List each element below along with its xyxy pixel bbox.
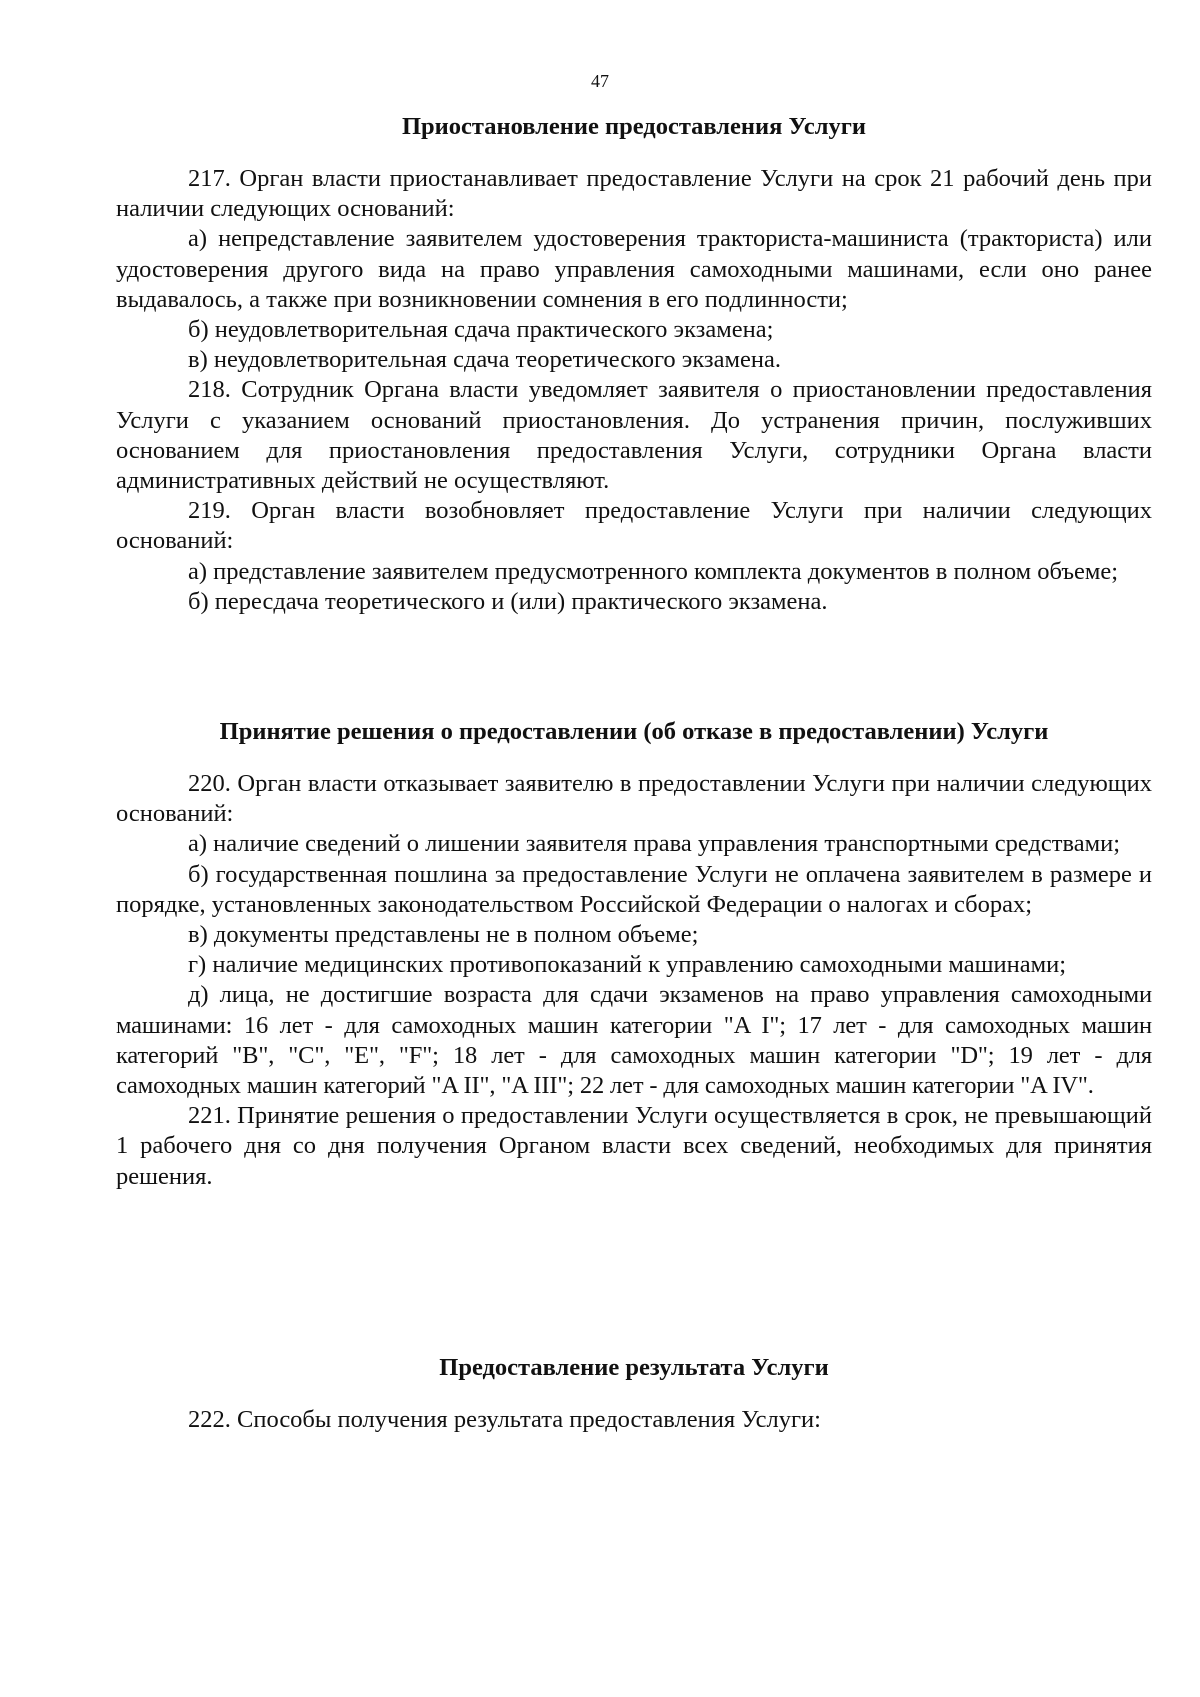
paragraph-217: 217. Орган власти приостанавливает предоставление Услуги на срок 21 рабочий день при наличии следующих оснований:: [116, 165, 1152, 223]
paragraph-221: 221. Принятие решения о предоставлении Услуги осуществляется в срок, не превышающий 1 рабочего дня со дня получения Органом власти всех сведений, необходимых для принятия решения.: [116, 1102, 1152, 1190]
paragraph-217-a: а) непредставление заявителем удостоверения тракториста-машиниста (тракториста) или удостоверения другого вида на право управления самоходными машинами, если оно ранее выдавалось, а также при возникновении сомнения в его подлинности;: [116, 225, 1152, 313]
section-heading-decision: Принятие решения о предоставлении (об отказе в предоставлении) Услуги: [219, 718, 1049, 745]
section-body-decision: [116, 769, 1152, 1192]
paragraph-217-c: в) неудовлетворительная сдача теоретического экзамена.: [188, 346, 781, 374]
paragraph-220-c: в) документы представлены не в полном объеме;: [188, 921, 699, 949]
paragraph-219-b: б) пересдача теоретического и (или) практического экзамена.: [188, 587, 828, 615]
section-heading-suspension: Приостановление предоставления Услуги: [401, 113, 866, 140]
paragraph-218: 218. Сотрудник Органа власти уведомляет заявителя о приостановлении предоставления Услуги с указанием оснований приостановления. До устранения причин, послуживших основанием для приостановления предоставления Услуги, сотрудники Органа власти административных действий не осуществляют.: [116, 376, 1152, 495]
section-body-result: [116, 1405, 1152, 1435]
paragraph-219-a: а) представление заявителем предусмотренного комплекта документов в полном объеме;: [188, 557, 1119, 585]
section-heading-result: Предоставление результата Услуги: [439, 1354, 829, 1381]
page-number: 47: [591, 71, 609, 91]
paragraph-222: 222. Способы получения результата предоставления Услуги:: [188, 1406, 821, 1433]
paragraph-220-a: а) наличие сведений о лишении заявителя права управления транспортными средствами;: [188, 830, 1121, 858]
paragraph-219: 219. Орган власти возобновляет предоставление Услуги при наличии следующих оснований:: [116, 497, 1152, 555]
paragraph-220: 220. Орган власти отказывает заявителю в предоставлении Услуги при наличии следующих оснований:: [116, 770, 1152, 828]
paragraph-217-b: б) неудовлетворительная сдача практического экзамена;: [188, 316, 774, 344]
paragraph-220-b: б) государственная пошлина за предоставление Услуги не оплачена заявителем в размере и порядке, установленных законодательством Российской Федерации о налогах и сборах;: [116, 860, 1152, 918]
paragraph-220-e: д) лица, не достигшие возраста для сдачи экзаменов на право управления самоходными машинами: 16 лет - для самоходных машин категории "A I"; 17 лет - для самоходных машин категорий "B", "C", "E", "F"; 18 лет - для самоходных машин категории "D"; 19 лет - для самоходных машин категорий "A II", "A III"; 22 лет - для самоходных машин категории "A IV".: [116, 981, 1152, 1100]
section-body-suspension: [116, 164, 1152, 617]
paragraph-220-d: г) наличие медицинских противопоказаний к управлению самоходными машинами;: [188, 951, 1067, 979]
